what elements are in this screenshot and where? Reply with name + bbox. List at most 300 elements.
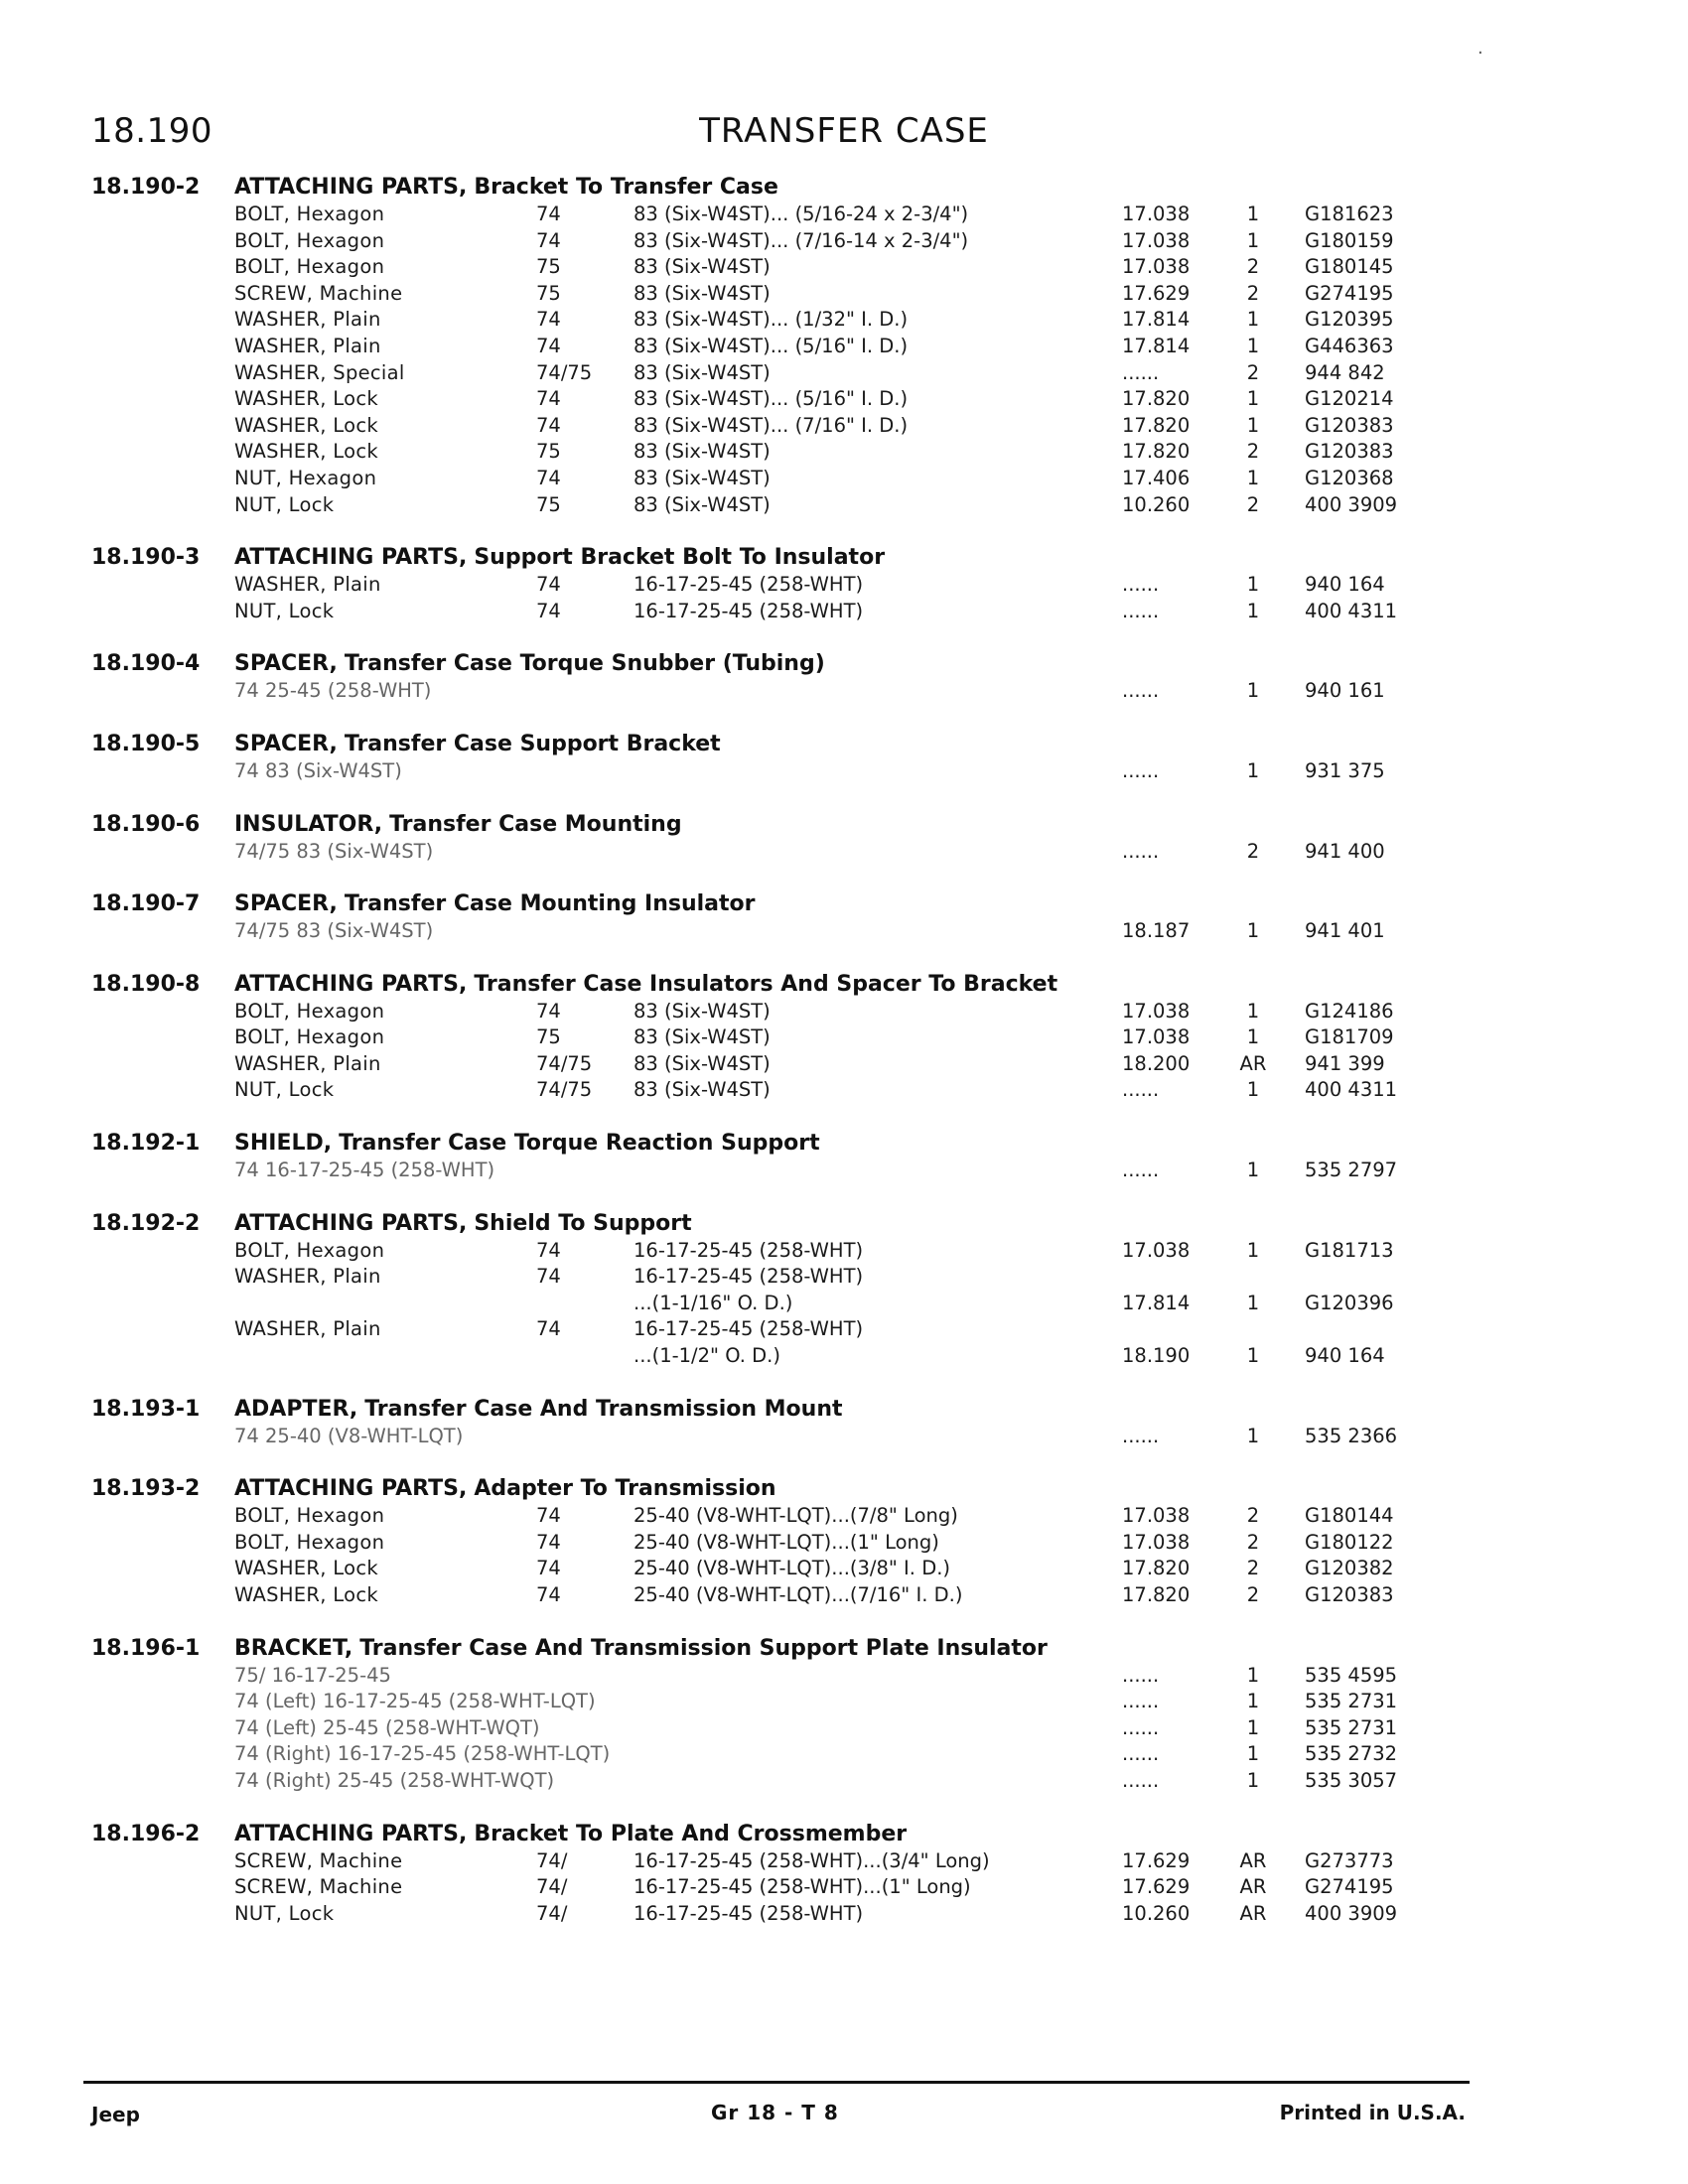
section-title — [234, 175, 778, 200]
part-year: 75 — [536, 281, 561, 305]
part-quantity: 2 — [1246, 1583, 1260, 1606]
part-application: 25-40 (V8-WHT-LQT)...(7/16" I. D.) — [633, 1583, 963, 1606]
section-item-description: Bracket To Plate And Crossmember — [474, 1821, 908, 1846]
part-year: 75 — [536, 1025, 561, 1049]
part-ref-number: ...... — [1122, 758, 1160, 782]
part-quantity: 2 — [1246, 1504, 1260, 1528]
part-application: 83 (Six-W4ST) — [633, 281, 771, 305]
part-name: WASHER, Plain — [234, 1265, 381, 1289]
part-quantity: 1 — [1246, 308, 1260, 332]
part-application: 74 83 (Six-W4ST) — [234, 758, 402, 782]
part-quantity: AR — [1239, 1051, 1267, 1075]
part-ref-number: 17.820 — [1122, 387, 1191, 411]
part-year: 74 — [536, 1317, 561, 1341]
part-quantity: AR — [1239, 1901, 1267, 1925]
section-number: 18.196-1 — [91, 1635, 201, 1661]
part-quantity: 1 — [1246, 1238, 1260, 1262]
part-number: G120383 — [1305, 413, 1394, 437]
part-quantity: 1 — [1246, 413, 1260, 437]
section-number: 18.192-1 — [91, 1131, 201, 1157]
part-ref-number: 17.820 — [1122, 1583, 1191, 1606]
part-number: 400 3909 — [1305, 1901, 1398, 1925]
section-title — [234, 1397, 843, 1422]
section-number: 18.192-2 — [91, 1210, 201, 1236]
part-name: BOLT, Hexagon — [234, 203, 385, 225]
part-application: 83 (Six-W4ST) — [633, 1078, 771, 1102]
part-quantity: 1 — [1246, 919, 1260, 943]
part-quantity: 1 — [1246, 228, 1260, 252]
part-row — [0, 1530, 1688, 1557]
part-row — [0, 1768, 1688, 1795]
part-number: 535 2731 — [1305, 1715, 1398, 1739]
part-name: BOLT, Hexagon — [234, 228, 385, 252]
part-name: WASHER, Plain — [234, 1317, 381, 1341]
part-application: 75/ 16-17-25-45 — [234, 1663, 391, 1687]
part-quantity: 1 — [1246, 758, 1260, 782]
part-row — [0, 918, 1688, 945]
part-row — [0, 758, 1688, 785]
section-item-description: Transfer Case Torque Reaction Support — [339, 1131, 820, 1157]
part-year: 74 — [536, 1557, 561, 1580]
corner-mark: . — [1477, 38, 1483, 59]
part-application: ...(1-1/2" O. D.) — [633, 1344, 780, 1368]
part-ref-number: 17.038 — [1122, 203, 1191, 225]
part-year: 74 — [536, 1265, 561, 1289]
part-row — [0, 360, 1688, 387]
part-ref-number: 17.038 — [1122, 228, 1191, 252]
part-year: 74 — [536, 573, 561, 597]
part-year: 74 — [536, 599, 561, 622]
part-name: NUT, Lock — [234, 1901, 335, 1925]
part-year: 74/ — [536, 1875, 568, 1899]
part-application: 25-40 (V8-WHT-LQT)...(3/8" I. D.) — [633, 1557, 951, 1580]
part-row — [0, 1689, 1688, 1715]
part-ref-number: 17.814 — [1122, 308, 1191, 332]
part-year: 75 — [536, 492, 561, 516]
part-application: 16-17-25-45 (258-WHT) — [633, 1265, 864, 1289]
part-application: 16-17-25-45 (258-WHT) — [633, 573, 864, 597]
part-row — [0, 1715, 1688, 1742]
part-row — [0, 1503, 1688, 1530]
part-application: 83 (Six-W4ST) — [633, 255, 771, 279]
section-title — [234, 812, 682, 837]
parts-section — [0, 1636, 1688, 1795]
part-row — [0, 1238, 1688, 1265]
part-ref-number: 18.190 — [1122, 1344, 1191, 1368]
section-header — [0, 812, 1688, 839]
part-row — [0, 1901, 1688, 1928]
part-ref-number: 10.260 — [1122, 1901, 1191, 1925]
parts-section — [0, 175, 1688, 518]
part-row — [0, 1424, 1688, 1450]
part-number: 940 164 — [1305, 1344, 1385, 1368]
part-application: 74 (Left) 16-17-25-45 (258-WHT-LQT) — [234, 1690, 596, 1713]
parts-section — [0, 1822, 1688, 1928]
section-header — [0, 1822, 1688, 1848]
section-item-description: Transfer Case Torque Snubber (Tubing) — [344, 651, 825, 677]
section-item-description: Transfer Case Insulators And Spacer To Bracket — [474, 971, 1058, 997]
part-application: ...(1-1/16" O. D.) — [633, 1291, 793, 1314]
parts-section — [0, 1131, 1688, 1184]
section-item-description: Bracket To Transfer Case — [474, 175, 778, 200]
part-row — [0, 254, 1688, 281]
section-number: 18.193-1 — [91, 1396, 201, 1422]
part-name: WASHER, Plain — [234, 1051, 381, 1075]
part-quantity: 1 — [1246, 387, 1260, 411]
part-ref-number: 10.260 — [1122, 492, 1191, 516]
section-title — [234, 972, 1057, 997]
section-item-name: ATTACHING PARTS, — [234, 175, 468, 200]
part-number: G120396 — [1305, 1291, 1394, 1314]
part-name: WASHER, Plain — [234, 573, 381, 597]
part-quantity: 2 — [1246, 492, 1260, 516]
part-quantity: 2 — [1246, 440, 1260, 464]
part-ref-number: 17.038 — [1122, 255, 1191, 279]
parts-section — [0, 1211, 1688, 1370]
section-item-name: BRACKET, — [234, 1635, 353, 1661]
parts-section — [0, 1476, 1688, 1608]
section-header — [0, 972, 1688, 999]
part-number: G120382 — [1305, 1557, 1394, 1580]
part-quantity: 1 — [1246, 466, 1260, 489]
section-header — [0, 545, 1688, 572]
part-quantity: 1 — [1246, 679, 1260, 703]
part-number: 400 4311 — [1305, 599, 1398, 622]
footer-rule — [83, 2081, 1470, 2084]
part-ref-number: ...... — [1122, 360, 1160, 384]
section-number: 18.190-7 — [91, 891, 201, 917]
part-application: 83 (Six-W4ST) — [633, 360, 771, 384]
part-application: 16-17-25-45 (258-WHT)...(1" Long) — [633, 1875, 971, 1899]
section-title — [234, 1636, 1048, 1661]
part-application: 83 (Six-W4ST) — [633, 999, 771, 1023]
section-item-name: ADAPTER, — [234, 1396, 358, 1422]
part-row — [0, 599, 1688, 625]
part-number: G120395 — [1305, 308, 1394, 332]
part-year: 74/75 — [536, 1051, 593, 1075]
part-quantity: 1 — [1246, 599, 1260, 622]
part-application: 74/75 83 (Six-W4ST) — [234, 919, 434, 943]
section-title — [234, 545, 885, 570]
part-application: 83 (Six-W4ST) — [633, 492, 771, 516]
section-item-name: ATTACHING PARTS, — [234, 1210, 468, 1236]
section-item-name: ATTACHING PARTS, — [234, 545, 468, 571]
part-ref-number: ...... — [1122, 1663, 1160, 1687]
part-number: G274195 — [1305, 1875, 1394, 1899]
part-quantity: 1 — [1246, 1291, 1260, 1314]
part-ref-number: 17.038 — [1122, 1504, 1191, 1528]
part-row — [0, 1556, 1688, 1582]
part-row — [0, 1582, 1688, 1609]
part-quantity: 1 — [1246, 1690, 1260, 1713]
section-item-description: Transfer Case And Transmission Mount — [364, 1396, 843, 1422]
part-name: WASHER, Lock — [234, 1583, 378, 1606]
part-application: 74 (Right) 16-17-25-45 (258-WHT-LQT) — [234, 1742, 611, 1766]
part-application: 83 (Six-W4ST) — [633, 1025, 771, 1049]
part-ref-number: ...... — [1122, 1424, 1160, 1447]
part-year: 75 — [536, 255, 561, 279]
part-application: 74 16-17-25-45 (258-WHT) — [234, 1159, 495, 1182]
part-ref-number: 18.200 — [1122, 1051, 1191, 1075]
part-row — [0, 1741, 1688, 1768]
part-name: BOLT, Hexagon — [234, 1530, 385, 1554]
part-ref-number: 17.629 — [1122, 1848, 1191, 1872]
part-name: NUT, Lock — [234, 1078, 335, 1102]
part-year: 74/75 — [536, 1078, 593, 1102]
part-quantity: 1 — [1246, 1078, 1260, 1102]
section-number: 18.190-2 — [91, 175, 201, 200]
part-name: BOLT, Hexagon — [234, 1504, 385, 1528]
part-number: 944 842 — [1305, 360, 1385, 384]
part-number: 941 399 — [1305, 1051, 1385, 1075]
parts-section — [0, 812, 1688, 866]
section-item-name: ATTACHING PARTS, — [234, 1476, 468, 1502]
part-number: 535 3057 — [1305, 1768, 1398, 1792]
part-number: G273773 — [1305, 1848, 1394, 1872]
part-number: G124186 — [1305, 999, 1394, 1023]
part-number: G274195 — [1305, 281, 1394, 305]
part-name: SCREW, Machine — [234, 281, 403, 305]
part-year: 74/75 — [536, 360, 593, 384]
part-ref-number: 17.814 — [1122, 1291, 1191, 1314]
part-row — [0, 202, 1688, 228]
part-name: BOLT, Hexagon — [234, 1238, 385, 1262]
part-number: G180122 — [1305, 1530, 1394, 1554]
section-header — [0, 1131, 1688, 1158]
section-title — [234, 651, 825, 676]
section-number: 18.190-3 — [91, 545, 201, 571]
part-row — [0, 1343, 1688, 1370]
part-application: 74 (Right) 25-45 (258-WHT-WQT) — [234, 1768, 555, 1792]
part-year: 74 — [536, 999, 561, 1023]
section-item-description: Transfer Case And Transmission Support Plate Insulator — [359, 1635, 1048, 1661]
section-item-description: Transfer Case Mounting Insulator — [344, 891, 756, 917]
section-number: 18.190-6 — [91, 811, 201, 837]
section-item-name: SHIELD, — [234, 1131, 333, 1157]
parts-section — [0, 891, 1688, 945]
parts-list — [0, 175, 1688, 1954]
part-year: 74 — [536, 228, 561, 252]
part-ref-number: 17.814 — [1122, 334, 1191, 357]
part-number: G180159 — [1305, 228, 1394, 252]
section-header — [0, 1211, 1688, 1238]
section-item-description: Transfer Case Mounting — [389, 811, 682, 837]
part-year: 75 — [536, 440, 561, 464]
part-row — [0, 1158, 1688, 1184]
part-ref-number: ...... — [1122, 1768, 1160, 1792]
part-quantity: AR — [1239, 1875, 1267, 1899]
part-quantity: 2 — [1246, 360, 1260, 384]
part-number: 535 2366 — [1305, 1424, 1398, 1447]
part-application: 83 (Six-W4ST)... (7/16-14 x 2-3/4") — [633, 228, 969, 252]
part-ref-number: 17.406 — [1122, 466, 1191, 489]
part-ref-number: 17.820 — [1122, 440, 1191, 464]
part-name: SCREW, Machine — [234, 1875, 403, 1899]
part-ref-number: ...... — [1122, 599, 1160, 622]
part-number: 535 2732 — [1305, 1742, 1398, 1766]
footer-page-ref: Gr 18 - T 8 — [711, 2101, 839, 2124]
part-number: 535 2731 — [1305, 1690, 1398, 1713]
part-row — [0, 999, 1688, 1025]
section-item-description: Adapter To Transmission — [474, 1476, 776, 1502]
part-number: G120383 — [1305, 440, 1394, 464]
part-ref-number: ...... — [1122, 1078, 1160, 1102]
part-row — [0, 1663, 1688, 1690]
section-header — [0, 1397, 1688, 1424]
part-application: 83 (Six-W4ST)... (7/16" I. D.) — [633, 413, 909, 437]
part-quantity: AR — [1239, 1848, 1267, 1872]
part-row — [0, 466, 1688, 492]
part-ref-number: 17.038 — [1122, 1025, 1191, 1049]
part-application: 16-17-25-45 (258-WHT) — [633, 1238, 864, 1262]
parts-section — [0, 545, 1688, 624]
part-application: 83 (Six-W4ST)... (5/16" I. D.) — [633, 334, 909, 357]
part-quantity: 1 — [1246, 203, 1260, 225]
part-application: 74 (Left) 25-45 (258-WHT-WQT) — [234, 1715, 540, 1739]
part-number: 941 400 — [1305, 839, 1385, 863]
part-year: 74 — [536, 334, 561, 357]
part-number: 535 2797 — [1305, 1159, 1398, 1182]
part-ref-number: ...... — [1122, 573, 1160, 597]
part-quantity: 1 — [1246, 1768, 1260, 1792]
part-quantity: 1 — [1246, 999, 1260, 1023]
part-name: BOLT, Hexagon — [234, 255, 385, 279]
section-number: 18.193-2 — [91, 1476, 201, 1502]
section-number: 18.190-5 — [91, 731, 201, 756]
part-year: 74 — [536, 387, 561, 411]
section-title — [234, 1476, 776, 1501]
part-application: 25-40 (V8-WHT-LQT)...(1" Long) — [633, 1530, 939, 1554]
part-row — [0, 1051, 1688, 1078]
part-name: SCREW, Machine — [234, 1848, 403, 1872]
part-ref-number: 17.820 — [1122, 413, 1191, 437]
part-name: WASHER, Lock — [234, 1557, 378, 1580]
section-item-name: ATTACHING PARTS, — [234, 971, 468, 997]
section-item-description: Support Bracket Bolt To Insulator — [474, 545, 886, 571]
part-row — [0, 492, 1688, 519]
part-application: 16-17-25-45 (258-WHT) — [633, 1901, 864, 1925]
part-quantity: 1 — [1246, 1742, 1260, 1766]
part-ref-number: ...... — [1122, 839, 1160, 863]
part-year: 74/ — [536, 1901, 568, 1925]
part-number: G180144 — [1305, 1504, 1394, 1528]
section-title — [234, 891, 756, 916]
part-row — [0, 1077, 1688, 1104]
part-number: G181713 — [1305, 1238, 1394, 1262]
part-application: 74 25-40 (V8-WHT-LQT) — [234, 1424, 464, 1447]
part-application: 74/75 83 (Six-W4ST) — [234, 839, 434, 863]
part-name: BOLT, Hexagon — [234, 999, 385, 1023]
section-title — [234, 1211, 692, 1236]
part-ref-number: ...... — [1122, 1159, 1160, 1182]
part-ref-number: 17.629 — [1122, 1875, 1191, 1899]
part-number: G120214 — [1305, 387, 1394, 411]
part-number: G181709 — [1305, 1025, 1394, 1049]
part-ref-number: 18.187 — [1122, 919, 1191, 943]
part-quantity: 2 — [1246, 839, 1260, 863]
part-ref-number: 17.038 — [1122, 1530, 1191, 1554]
part-row — [0, 334, 1688, 360]
part-row — [0, 228, 1688, 255]
part-ref-number: ...... — [1122, 1715, 1160, 1739]
section-header — [0, 651, 1688, 678]
section-item-name: SPACER, — [234, 651, 338, 677]
section-title — [234, 732, 721, 756]
part-quantity: 1 — [1246, 1344, 1260, 1368]
part-quantity: 1 — [1246, 573, 1260, 597]
part-row — [0, 1848, 1688, 1875]
part-ref-number: ...... — [1122, 1690, 1160, 1713]
part-year: 74 — [536, 203, 561, 225]
section-header — [0, 1636, 1688, 1663]
part-number: 535 4595 — [1305, 1663, 1398, 1687]
part-application: 83 (Six-W4ST)... (1/32" I. D.) — [633, 308, 909, 332]
part-application: 83 (Six-W4ST)... (5/16" I. D.) — [633, 387, 909, 411]
footer-printed: Printed in U.S.A. — [1279, 2101, 1466, 2124]
part-year: 74 — [536, 1238, 561, 1262]
part-row — [0, 386, 1688, 413]
part-number: G120368 — [1305, 466, 1394, 489]
part-number: G446363 — [1305, 334, 1394, 357]
footer-brand: Jeep — [91, 2103, 140, 2126]
parts-section — [0, 1397, 1688, 1450]
section-header — [0, 732, 1688, 758]
part-quantity: 1 — [1246, 1025, 1260, 1049]
part-row — [0, 1874, 1688, 1901]
section-item-name: INSULATOR, — [234, 811, 383, 837]
section-item-name: SPACER, — [234, 731, 338, 756]
part-row — [0, 572, 1688, 599]
part-number: 400 4311 — [1305, 1078, 1398, 1102]
part-quantity: 2 — [1246, 281, 1260, 305]
part-application: 16-17-25-45 (258-WHT) — [633, 1317, 864, 1341]
part-quantity: 1 — [1246, 1424, 1260, 1447]
part-row — [0, 1264, 1688, 1291]
section-number: 18.190-8 — [91, 971, 201, 997]
section-item-description: Transfer Case Support Bracket — [344, 731, 721, 756]
part-row — [0, 439, 1688, 466]
part-year: 74 — [536, 413, 561, 437]
part-application: 16-17-25-45 (258-WHT)...(3/4" Long) — [633, 1848, 990, 1872]
page-number: 18.190 — [91, 111, 212, 151]
part-number: G120383 — [1305, 1583, 1394, 1606]
section-title — [234, 1822, 907, 1846]
section-item-name: ATTACHING PARTS, — [234, 1821, 468, 1846]
part-number: G180145 — [1305, 255, 1394, 279]
part-row — [0, 413, 1688, 440]
part-name: WASHER, Special — [234, 360, 405, 384]
part-quantity: 2 — [1246, 255, 1260, 279]
part-name: WASHER, Plain — [234, 334, 381, 357]
part-ref-number: ...... — [1122, 679, 1160, 703]
part-application: 16-17-25-45 (258-WHT) — [633, 599, 864, 622]
part-quantity: 1 — [1246, 1715, 1260, 1739]
part-number: 941 401 — [1305, 919, 1385, 943]
part-year: 74 — [536, 1530, 561, 1554]
section-header — [0, 1476, 1688, 1503]
section-item-name: SPACER, — [234, 891, 338, 917]
part-name: WASHER, Plain — [234, 308, 381, 332]
part-name: BOLT, Hexagon — [234, 1025, 385, 1049]
part-ref-number: 17.038 — [1122, 999, 1191, 1023]
part-year: 74/ — [536, 1848, 568, 1872]
part-application: 74 25-45 (258-WHT) — [234, 679, 432, 703]
page-title: TRANSFER CASE — [699, 111, 989, 151]
part-name: WASHER, Lock — [234, 440, 378, 464]
part-ref-number: 17.038 — [1122, 1238, 1191, 1262]
part-ref-number: ...... — [1122, 1742, 1160, 1766]
part-year: 74 — [536, 466, 561, 489]
